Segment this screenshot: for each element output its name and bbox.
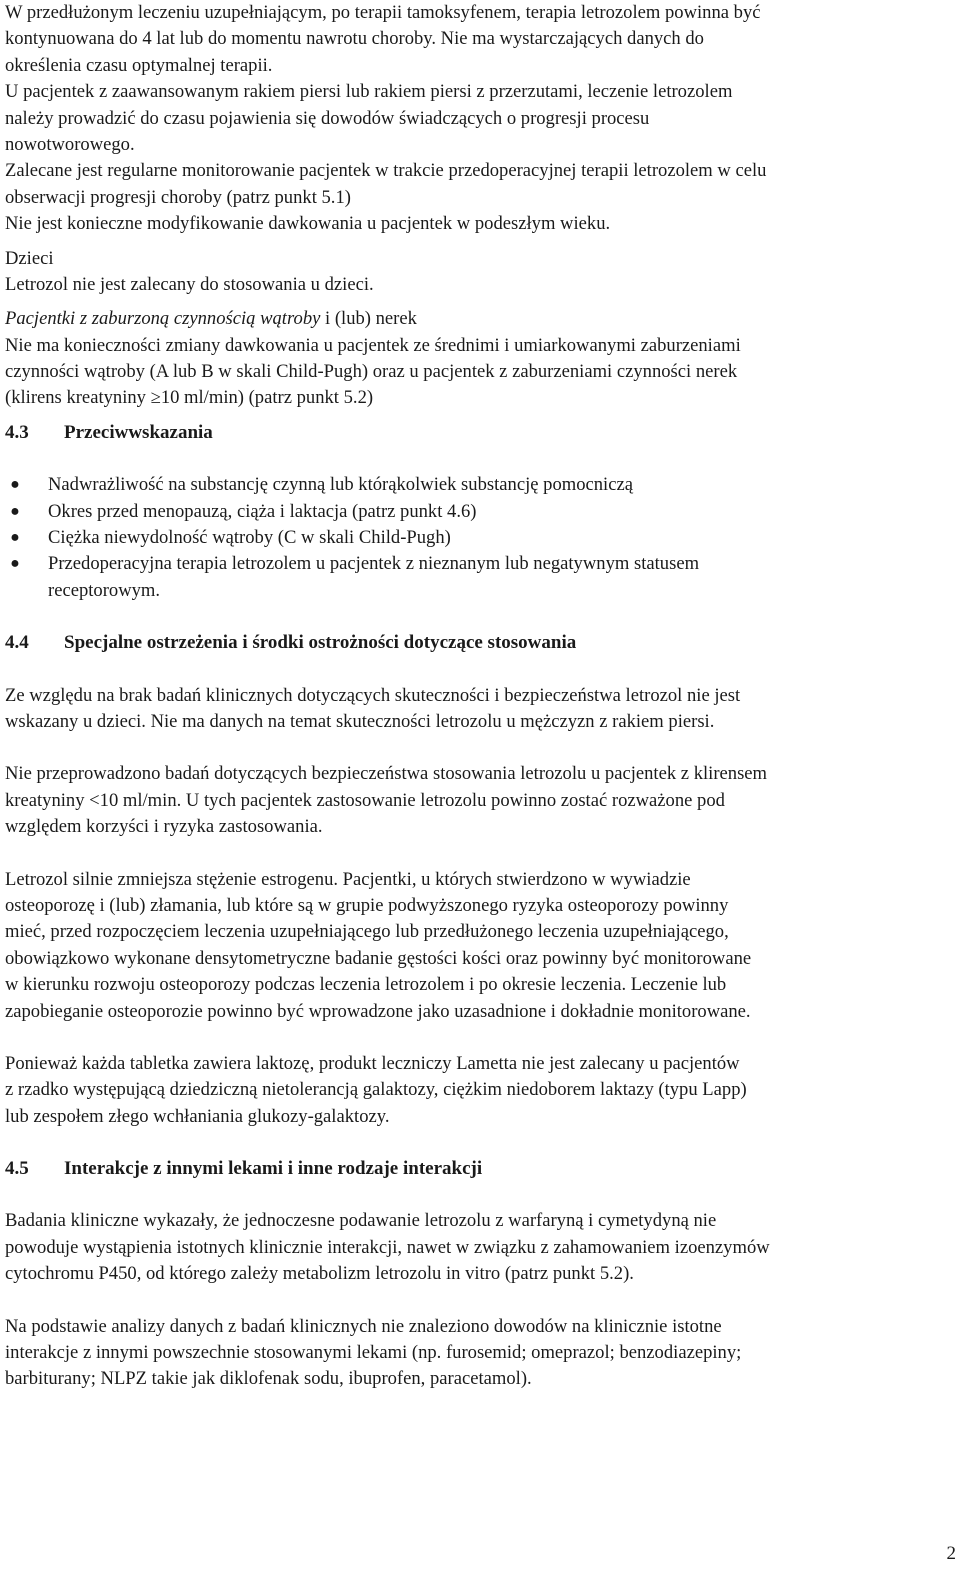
page-number: 2 [946, 1543, 956, 1564]
text-line: Zalecane jest regularne monitorowanie pacjentek w trakcie przedoperacyjnej terapii letrozolem w celu [5, 160, 767, 182]
document-page [5, 0, 953, 1393]
subsection-children [5, 246, 953, 299]
contraindications-list [5, 472, 953, 604]
text-line: mieć, przed rozpoczęciem leczenia uzupełniającego lub przedłużonego leczenia uzupełniającego, [5, 921, 729, 943]
section-4-5 [5, 1156, 953, 1393]
list-item [5, 551, 953, 604]
text-line: osteoporozę i (lub) złamania, lub które są w grupie podwyższonego ryzyka osteoporozy powinny [5, 894, 729, 916]
section-4-4 [5, 630, 953, 1130]
text-line: receptorowym. [48, 579, 161, 601]
text-line: Nie przeprowadzono badań dotyczących bezpieczeństwa stosowania letrozolu u pacjentek z klirensem [5, 763, 768, 785]
text-line: Okres przed menopauzą, ciąża i laktacja (patrz punkt 4.6) [48, 500, 477, 522]
paragraph [5, 1051, 953, 1130]
text-line: cytochromu P450, od którego zależy metabolizm letrozolu in vitro (patrz punkt 5.2). [5, 1263, 634, 1285]
bullet-icon: ● [10, 476, 20, 494]
paragraph-extended-adjuvant [5, 0, 953, 79]
subsection-heading [5, 306, 953, 332]
text-line: powoduje wystąpienia istotnych klinicznie interakcji, nawet w związku z zahamowaniem izoenzymów [5, 1236, 770, 1258]
text-line: Nadwrażliwość na substancję czynną lub którąkolwiek substancję pomocniczą [48, 474, 633, 496]
paragraph-monitoring [5, 158, 953, 211]
list-item [5, 499, 953, 525]
bullet-icon: ● [10, 502, 20, 520]
paragraph [5, 1208, 953, 1287]
text-line: Przedoperacyjna terapia letrozolem u pacjentek z nieznanym lub negatywnym statusem [48, 553, 700, 575]
list-item [5, 525, 953, 551]
text-line: Letrozol nie jest zalecany do stosowania u dzieci. [5, 273, 374, 295]
text-line: wskazany u dzieci. Nie ma danych na temat skuteczności letrozolu u mężczyzn z rakiem piersi. [5, 710, 715, 732]
text-line: należy prowadzić do czasu pojawienia się dowodów świadczących o progresji procesu [5, 107, 650, 129]
paragraph-advanced-cancer [5, 79, 953, 158]
section-number: 4.3 [5, 421, 29, 443]
section-number: 4.4 [5, 632, 29, 654]
text-line: (klirens kreatyniny ≥10 ml/min) (patrz punkt 5.2) [5, 387, 374, 409]
list-item [5, 472, 953, 498]
text-line: kontynuowana do 4 lat lub do momentu nawrotu choroby. Nie ma wystarczających danych do [5, 28, 704, 50]
text-line: względem korzyści i ryzyka zastosowania. [5, 816, 323, 838]
subsection-heading: Dzieci [5, 247, 54, 269]
text-line: Badania kliniczne wykazały, że jednoczesne podawanie letrozolu z warfaryną i cymetydyną nie [5, 1210, 717, 1232]
text-line: Ciężka niewydolność wątroby (C w skali Child-Pugh) [48, 527, 451, 549]
text-line: barbiturany; NLPZ takie jak diklofenak sodu, ibuprofen, paracetamol). [5, 1368, 532, 1390]
text-line: lub zespołem złego wchłaniania glukozy-galaktozy. [5, 1105, 390, 1127]
section-4-3 [5, 420, 953, 604]
section-heading [5, 420, 953, 446]
text-line: Na podstawie analizy danych z badań klinicznych nie znaleziono dowodów na klinicznie istotne [5, 1315, 722, 1337]
bullet-icon: ● [10, 555, 20, 573]
paragraph [5, 1314, 953, 1393]
section-heading [5, 630, 953, 656]
section-number: 4.5 [5, 1158, 29, 1180]
text-line: Nie jest konieczne modyfikowanie dawkowania u pacjentek w podeszłym wieku. [5, 213, 611, 235]
text-line: zapobieganie osteoporozie powinno być wprowadzone jako uzasadnione i dokładnie monitorowane. [5, 1000, 751, 1022]
section-title: Interakcje z innymi lekami i inne rodzaje interakcji [64, 1158, 483, 1180]
text-line: Ze względu na brak badań klinicznych dotyczących skuteczności i bezpieczeństwa letrozol nie jest [5, 684, 741, 706]
text-line: w kierunku rozwoju osteoporozy podczas leczenia letrozolem i po okresie leczenia. Leczenie lub [5, 974, 727, 996]
section-heading [5, 1156, 953, 1182]
text-line: Nie ma konieczności zmiany dawkowania u pacjentek ze średnimi i umiarkowanymi zaburzeniami [5, 334, 741, 356]
text-line: W przedłużonym leczeniu uzupełniającym, po terapii tamoksyfenem, terapia letrozolem powinna być [5, 2, 761, 23]
text-line: określenia czasu optymalnej terapii. [5, 54, 273, 76]
subsection-hepatic-renal [5, 306, 953, 412]
text-line: obserwacji progresji choroby (patrz punkt 5.1) [5, 186, 351, 208]
text-line: Letrozol silnie zmniejsza stężenie estrogenu. Pacjentki, u których stwierdzono w wywiadzie [5, 868, 691, 890]
heading-rest: i (lub) nerek [320, 308, 417, 330]
text-line: z rzadko występującą dziedziczną nietolerancją galaktozy, ciężkim niedoborem laktazy (typu Lapp) [5, 1079, 747, 1101]
paragraph-elderly [5, 211, 953, 237]
text-line: obowiązkowo wykonane densytometryczne badanie gęstości kości oraz powinny być monitorowane [5, 947, 752, 969]
paragraph [5, 761, 953, 840]
text-line: interakcje z innymi powszechnie stosowanymi lekami (np. furosemid; omeprazol; benzodiazepiny; [5, 1342, 742, 1364]
paragraph [5, 867, 953, 1025]
paragraph [5, 683, 953, 736]
bullet-icon: ● [10, 529, 20, 547]
section-title: Specjalne ostrzeżenia i środki ostrożności dotyczące stosowania [64, 632, 577, 654]
section-title: Przeciwwskazania [64, 421, 213, 443]
text-line: czynności wątroby (A lub B w skali Child-Pugh) oraz u pacjentek z zaburzeniami czynności nerek [5, 361, 738, 383]
text-line: Ponieważ każda tabletka zawiera laktozę, produkt leczniczy Lametta nie jest zalecany u pacjentów [5, 1052, 740, 1074]
text-line: U pacjentek z zaawansowanym rakiem piersi lub rakiem piersi z przerzutami, leczenie letrozolem [5, 81, 733, 103]
italic-heading-part: Pacjentki z zaburzoną czynnością wątroby [5, 308, 321, 330]
text-line: nowotworowego. [5, 133, 135, 155]
text-line: kreatyniny <10 ml/min. U tych pacjentek zastosowanie letrozolu powinno zostać rozważone pod [5, 789, 725, 811]
